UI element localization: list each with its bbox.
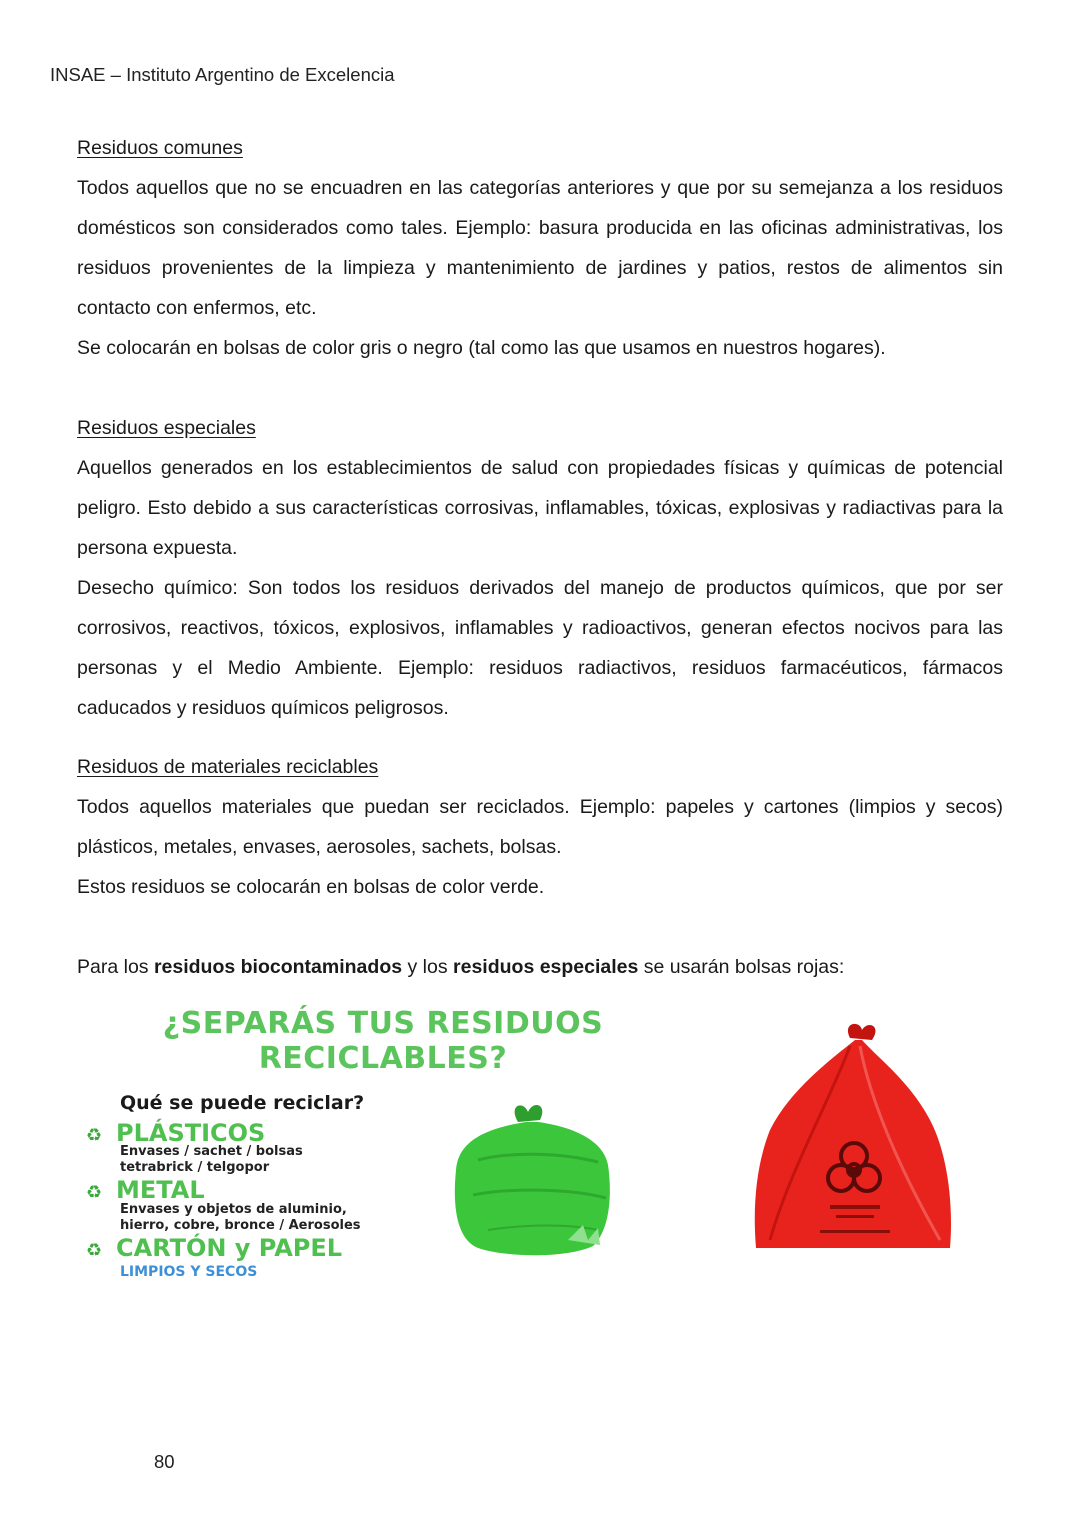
paragraph: Se colocarán en bolsas de color gris o negro (tal como las que usamos en nuestros hogares). [77,337,886,359]
poster-desc-line: tetrabrick / telgopor [120,1160,270,1175]
poster-title-line: RECICLABLES? [258,1041,508,1076]
paragraph: Todos aquellos materiales que puedan ser reciclados. Ejemplo: papeles y cartones (limpios y secos) plásticos, metales, envases, aerosoles, sachets, bolsas. [77,796,1003,858]
red-biohazard-bag-icon [750,1020,960,1260]
section-title-comunes: Residuos comunes [77,137,243,159]
paragraph: Aquellos generados en los establecimientos de salud con propiedades físicas y químicas de potencial peligro. Esto debido a sus características corrosivas, inflamables, tóxicas, explosivas y radiactivas para la persona expuesta. [77,457,1003,559]
poster-desc-line: Envases y objetos de aluminio, [120,1202,347,1217]
paragraph: Estos residuos se colocarán en bolsas de color verde. [77,876,545,898]
page-header: INSAE – Instituto Argentino de Excelencia [50,64,395,85]
poster-title [78,1006,688,1076]
recycle-icon: ♻ [86,1125,103,1146]
closing-bold-especiales: residuos especiales [453,956,639,978]
poster-title-line: ¿SEPARÁS TUS RESIDUOS [162,1006,604,1041]
recycle-icon: ♻ [86,1240,103,1261]
poster-desc [120,1202,361,1234]
poster-subtitle: Qué se puede reciclar? [120,1092,365,1114]
section-title-reciclables: Residuos de materiales reciclables [77,756,379,778]
closing-text: se usarán bolsas rojas: [638,956,845,978]
poster-desc-line: hierro, cobre, bronce / Aerosoles [120,1218,361,1233]
closing-bold-biocontaminados: residuos biocontaminados [153,956,403,978]
poster-note: LIMPIOS Y SECOS [120,1264,258,1280]
recycling-poster-image [78,1000,688,1285]
green-bag-icon [448,1100,618,1260]
page-number: 80 [154,1451,175,1472]
poster-desc-line: Envases / sachet / bolsas [120,1144,303,1159]
poster-category-label: CARTÓN y PAPEL [116,1234,343,1262]
poster-desc [120,1144,303,1176]
closing-paragraph [77,947,1003,987]
closing-text: y los [402,956,454,978]
poster-category-carton-papel [86,1234,342,1265]
closing-text: Para los [77,956,154,978]
paragraph: Todos aquellos que no se encuadren en las categorías anteriores y que por su semejanza a los residuos domésticos son considerados como tales. Ejemplo: basura producida en las oficinas administrativas, los residuos provenientes de la limpieza y mantenimiento de jardines y patios, restos de alimentos sin contacto con enfermos, etc. [77,177,1003,319]
document-body [77,128,1003,987]
poster-category-label: METAL [116,1176,205,1204]
recycle-icon: ♻ [86,1182,103,1203]
paragraph: Desecho químico: Son todos los residuos derivados del manejo de productos químicos, que por ser corrosivos, reactivos, tóxicos, explosivos, inflamables y radioactivos, generan efectos nocivos para las personas y el Medio Ambiente. Ejemplo: residuos radiactivos, residuos farmacéuticos, fármacos caducados y residuos químicos peligrosos. [77,577,1003,719]
section-title-especiales: Residuos especiales [77,417,256,439]
poster-category-label: PLÁSTICOS [116,1119,266,1147]
